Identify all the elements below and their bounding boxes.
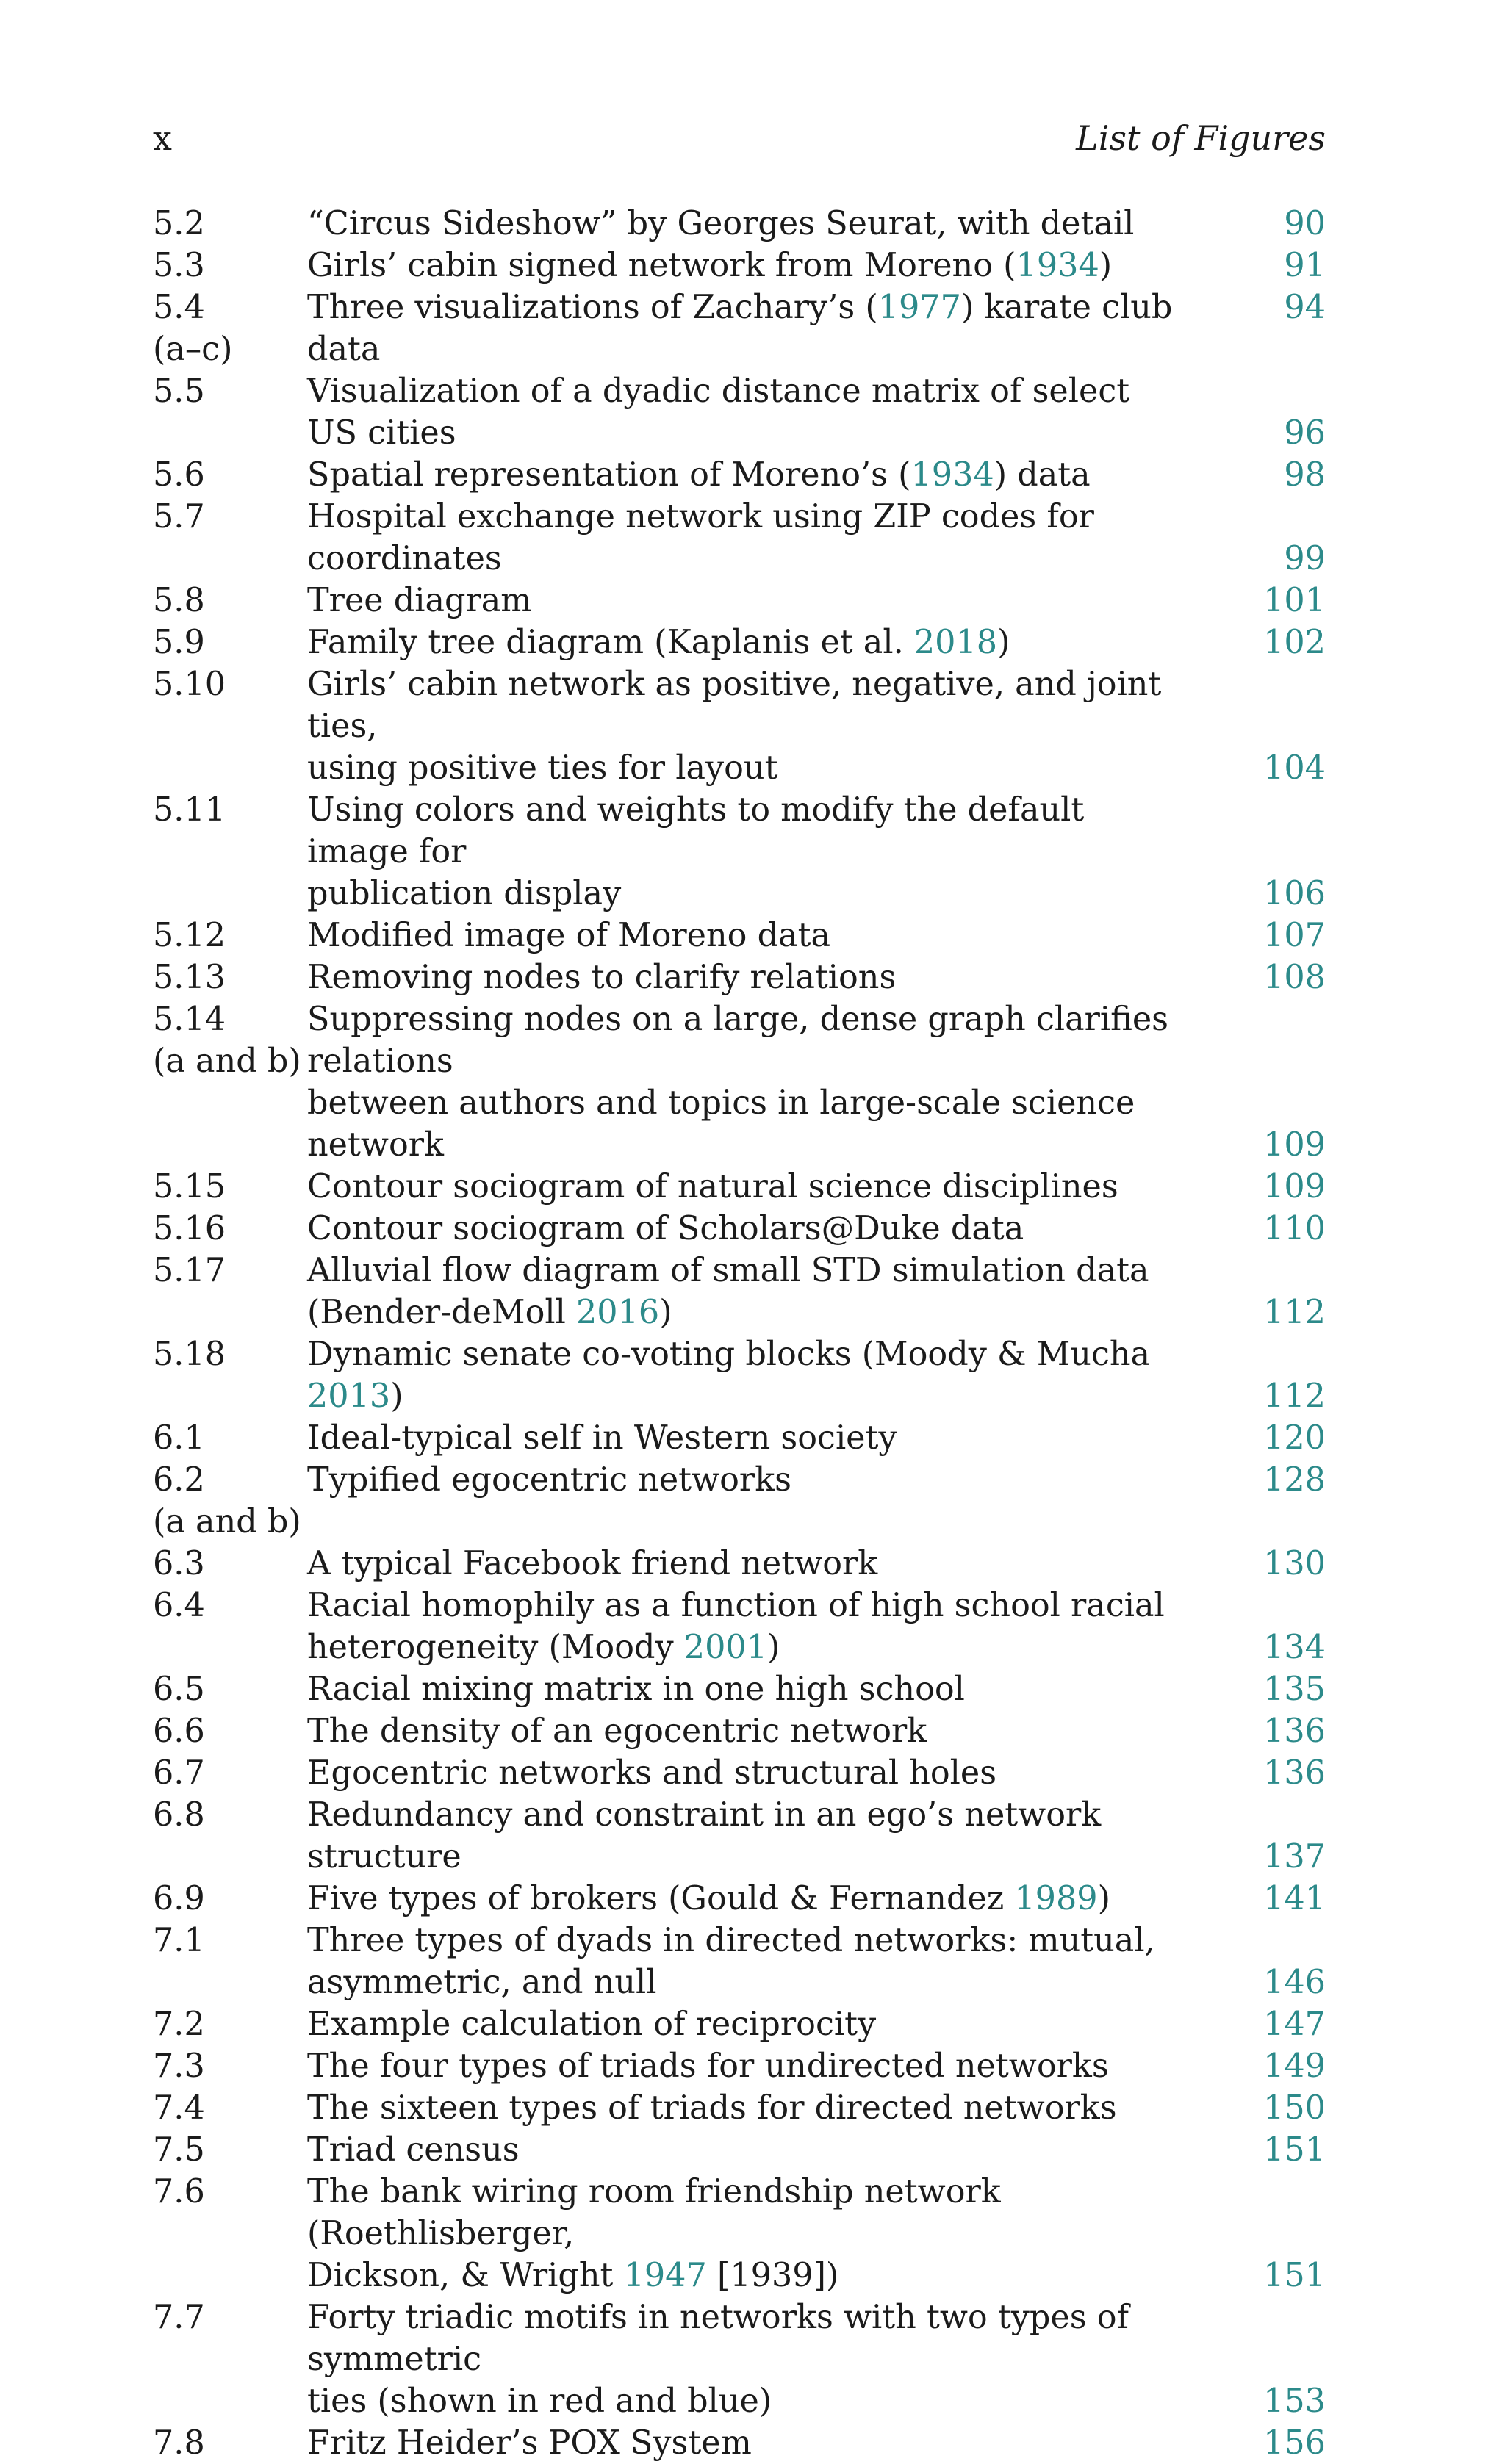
figure-title: Typified egocentric networks — [307, 1461, 792, 1499]
page-number-link[interactable]: 156 — [1263, 2424, 1326, 2462]
page-number-link[interactable]: 136 — [1263, 1754, 1326, 1792]
citation-link[interactable]: 1977 — [877, 289, 961, 326]
figure-entry — [153, 789, 1326, 915]
figure-entry — [153, 454, 1326, 496]
figure-title: Hospital exchange network using ZIP codes for coordinates — [307, 498, 1094, 577]
figure-entry — [153, 622, 1326, 663]
figure-entry — [153, 2422, 1326, 2464]
citation-link[interactable]: 1934 — [910, 456, 994, 494]
figure-entry — [153, 663, 1326, 789]
figure-number: 6.3 — [153, 1545, 205, 1582]
figure-number: 6.9 — [153, 1880, 205, 1917]
figure-entry — [153, 1585, 1326, 1668]
page-number-link[interactable]: 130 — [1263, 1545, 1326, 1582]
figure-entry — [153, 370, 1326, 454]
page-number-link[interactable]: 146 — [1263, 1964, 1326, 2001]
figure-number: 5.12 — [153, 917, 226, 954]
page-number-link[interactable]: 99 — [1284, 540, 1326, 577]
page-number-link[interactable]: 112 — [1263, 1294, 1326, 1331]
figure-number: 6.8 — [153, 1796, 205, 1834]
figure-number: 5.18 — [153, 1336, 226, 1373]
running-header — [153, 118, 1326, 159]
figure-entry — [153, 1794, 1326, 1878]
page-number-link[interactable]: 94 — [1284, 289, 1326, 326]
figure-title: Suppressing nodes on a large, dense graph clarifies relations between authors and topics in large-scale science network — [307, 1001, 1169, 1164]
figure-entry — [153, 203, 1326, 245]
figure-title: Modified image of Moreno data — [307, 917, 831, 954]
figure-title: “Circus Sideshow” by Georges Seurat, with detail — [307, 205, 1135, 242]
figure-number: 7.8 — [153, 2424, 205, 2462]
figure-title: Ideal-typical self in Western society — [307, 1419, 897, 1457]
figure-title: Spatial representation of Moreno’s (1934) data — [307, 456, 1091, 494]
page-number-link[interactable]: 151 — [1263, 2131, 1326, 2169]
page-number-link[interactable]: 101 — [1263, 582, 1326, 619]
figure-title: The four types of triads for undirected networks — [307, 2047, 1109, 2085]
figure-number: 7.1 — [153, 1922, 205, 1959]
citation-link[interactable]: 1989 — [1014, 1880, 1098, 1917]
figure-entry — [153, 1250, 1326, 1333]
figure-number: 5.13 — [153, 959, 226, 996]
page-number-link[interactable]: 110 — [1263, 1210, 1326, 1247]
figure-title: The sixteen types of triads for directed networks — [307, 2089, 1117, 2127]
figure-title: Alluvial flow diagram of small STD simulation data (Bender-deMoll 2016) — [307, 1252, 1149, 1331]
citation-link[interactable]: 2001 — [683, 1629, 768, 1666]
figure-title: Three types of dyads in directed networks: mutual, asymmetric, and null — [307, 1922, 1155, 2001]
citation-link[interactable]: 2016 — [575, 1294, 660, 1331]
figure-entry — [153, 1710, 1326, 1752]
page-number-link[interactable]: 112 — [1263, 1377, 1326, 1415]
figure-number: 6.4 — [153, 1587, 205, 1624]
figure-title: Removing nodes to clarify relations — [307, 959, 897, 996]
figure-entry — [153, 2087, 1326, 2129]
citation-link[interactable]: 2018 — [913, 624, 998, 661]
page-number-link[interactable]: 151 — [1263, 2257, 1326, 2294]
figure-title: Fritz Heider’s POX System — [307, 2424, 752, 2462]
figure-number: 5.10 — [153, 666, 226, 703]
figure-title: Dynamic senate co-voting blocks (Moody & Mucha 2013) — [307, 1336, 1151, 1415]
figure-number: 5.15 — [153, 1168, 226, 1206]
figure-title: Example calculation of reciprocity — [307, 2006, 877, 2043]
figure-entry — [153, 2003, 1326, 2045]
figure-title: Girls’ cabin network as positive, negative, and joint ties, using positive ties for layout — [307, 666, 1162, 787]
figure-entry — [153, 957, 1326, 998]
page-number-link[interactable]: 149 — [1263, 2047, 1326, 2085]
figure-entry — [153, 2297, 1326, 2422]
figure-number: 5.3 — [153, 247, 205, 284]
figure-number: 5.8 — [153, 582, 205, 619]
figure-entry — [153, 1459, 1326, 1543]
figure-number: 7.7 — [153, 2299, 205, 2336]
figure-number: 5.11 — [153, 791, 226, 829]
citation-link[interactable]: 1947 — [623, 2257, 707, 2294]
figure-number: 6.6 — [153, 1712, 205, 1750]
figure-entry — [153, 1543, 1326, 1585]
citation-link[interactable]: 1934 — [1016, 247, 1099, 284]
figure-title: Family tree diagram (Kaplanis et al. 2018) — [307, 624, 1010, 661]
figure-number: 6.7 — [153, 1754, 205, 1792]
figure-entry — [153, 2171, 1326, 2297]
page-number-link[interactable]: 109 — [1263, 1126, 1326, 1164]
figure-number: 5.4 (a–c) — [153, 289, 233, 368]
figure-number: 5.16 — [153, 1210, 226, 1247]
figure-number: 6.5 — [153, 1671, 205, 1708]
page-number-link[interactable]: 106 — [1263, 875, 1326, 912]
figure-entry — [153, 915, 1326, 957]
figure-number: 5.2 — [153, 205, 205, 242]
page-number-link[interactable]: 91 — [1284, 247, 1326, 284]
figure-title: Three visualizations of Zachary’s (1977) karate club data — [307, 289, 1173, 368]
figure-entry — [153, 1668, 1326, 1710]
figure-title: Using colors and weights to modify the default image for publication display — [307, 791, 1085, 912]
figure-entry — [153, 1208, 1326, 1250]
page-number-link[interactable]: 128 — [1263, 1461, 1326, 1499]
figure-entry — [153, 1333, 1326, 1417]
page-number-link[interactable]: 107 — [1263, 917, 1326, 954]
figure-title: Tree diagram — [307, 582, 532, 619]
figure-number: 5.14 (a and b) — [153, 1001, 301, 1080]
page-number-link[interactable]: 109 — [1263, 1168, 1326, 1206]
running-title: List of Figures — [1076, 118, 1326, 158]
page-number-link[interactable]: 137 — [1263, 1838, 1326, 1876]
figure-title: Five types of brokers (Gould & Fernandez 1989) — [307, 1880, 1110, 1917]
figure-entry — [153, 1920, 1326, 2003]
figure-entry — [153, 2129, 1326, 2171]
figure-entry — [153, 1878, 1326, 1920]
page-number-link[interactable]: 90 — [1284, 205, 1326, 242]
page-number-link[interactable]: 141 — [1263, 1880, 1326, 1917]
figure-title: Redundancy and constraint in an ego’s network structure — [307, 1796, 1102, 1876]
figure-entry — [153, 998, 1326, 1166]
figure-title: Racial mixing matrix in one high school — [307, 1671, 965, 1708]
figure-title: Racial homophily as a function of high school racial heterogeneity (Moody 2001) — [307, 1587, 1165, 1666]
page-number-link[interactable]: 135 — [1263, 1671, 1326, 1708]
figure-number: 5.9 — [153, 624, 205, 661]
figure-title: Egocentric networks and structural holes — [307, 1754, 997, 1792]
page-number-link[interactable]: 108 — [1263, 959, 1326, 996]
figure-title: A typical Facebook friend network — [307, 1545, 878, 1582]
page-number-link[interactable]: 136 — [1263, 1712, 1326, 1750]
figure-title: Triad census — [307, 2131, 520, 2169]
figure-number: 6.1 — [153, 1419, 205, 1457]
figure-number: 5.7 — [153, 498, 205, 536]
figure-number: 7.5 — [153, 2131, 205, 2169]
figure-title: Forty triadic motifs in networks with two types of symmetric ties (shown in red and blue) — [307, 2299, 1129, 2420]
figure-entry — [153, 1417, 1326, 1459]
page-number-link[interactable]: 134 — [1263, 1629, 1326, 1666]
figure-entry — [153, 1166, 1326, 1208]
list-of-figures — [153, 203, 1326, 2464]
figure-title: Visualization of a dyadic distance matrix of select US cities — [307, 372, 1130, 452]
figure-title: Contour sociogram of Scholars@Duke data — [307, 1210, 1024, 1247]
page-number-link[interactable]: 102 — [1263, 624, 1326, 661]
citation-link[interactable]: 2013 — [307, 1377, 391, 1415]
page-number: x — [153, 118, 172, 158]
page-number-link[interactable]: 96 — [1284, 414, 1326, 452]
page-number-link[interactable]: 120 — [1263, 1419, 1326, 1457]
page-number-link[interactable]: 98 — [1284, 456, 1326, 494]
page-number-link[interactable]: 150 — [1263, 2089, 1326, 2127]
figure-title: The bank wiring room friendship network (Roethlisberger, Dickson, & Wright 1947 [1939]) — [307, 2173, 1001, 2294]
figure-entry — [153, 580, 1326, 622]
page-number-link[interactable]: 147 — [1263, 2006, 1326, 2043]
figure-number: 7.6 — [153, 2173, 205, 2211]
figure-entry — [153, 287, 1326, 370]
figure-entry — [153, 496, 1326, 580]
figure-number: 7.2 — [153, 2006, 205, 2043]
figure-title: Girls’ cabin signed network from Moreno (1934) — [307, 247, 1113, 284]
figure-number: 7.3 — [153, 2047, 205, 2085]
figure-entry — [153, 1752, 1326, 1794]
figure-entry — [153, 2045, 1326, 2087]
page-number-link[interactable]: 153 — [1263, 2382, 1326, 2420]
figure-number: 7.4 — [153, 2089, 205, 2127]
figure-number: 5.17 — [153, 1252, 226, 1289]
page-number-link[interactable]: 104 — [1263, 749, 1326, 787]
figure-entry — [153, 245, 1326, 287]
figure-number: 5.5 — [153, 372, 205, 410]
figure-title: The density of an egocentric network — [307, 1712, 927, 1750]
figure-number: 6.2 (a and b) — [153, 1461, 301, 1541]
figure-number: 5.6 — [153, 456, 205, 494]
figure-title: Contour sociogram of natural science disciplines — [307, 1168, 1118, 1206]
